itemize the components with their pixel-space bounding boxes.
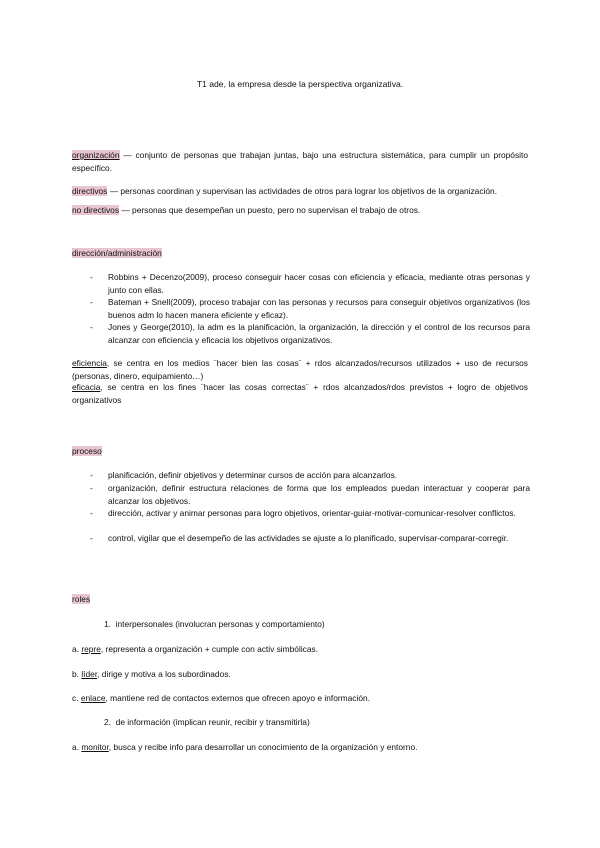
list-item-text: control, vigilar que el desempeño de las actividades se ajuste a lo planificado, supervisar-comparar-corregir. xyxy=(108,533,509,543)
term-lider: líder xyxy=(81,669,98,679)
bullet-dash: - xyxy=(90,297,93,307)
list-item-text: planificación, definir objetivos y determinar cursos de acción para alcanzarlos. xyxy=(108,470,398,480)
def-eficiencia xyxy=(72,357,528,382)
role-prefix: b. xyxy=(72,669,82,679)
numbered-item-informacion xyxy=(104,716,310,729)
term-eficiencia: eficiencia xyxy=(72,358,107,368)
def-directivos xyxy=(72,185,528,198)
role-monitor xyxy=(72,741,528,754)
heading-direccion-text: dirección/administración xyxy=(72,248,162,258)
list-item-text: dirección, activar y animar personas para logro objetivos, orientar-guiar-motivar-comunicar-resolver conflictos. xyxy=(108,508,516,518)
item-label: de información (implican reunir, recibir y transmitirla) xyxy=(115,717,310,727)
list-item-text: Bateman + Snell(2009), proceso trabajar con las personas y recursos para conseguir objetivos organizativos (los buenos adm lo hacen manera eficiente y eficaz). xyxy=(108,297,530,320)
list-item xyxy=(90,321,530,346)
term-enlace: enlace xyxy=(80,693,106,703)
role-text: , busca y recibe info para desarrollar un conocimiento de la organización y entorno. xyxy=(108,742,418,752)
list-item xyxy=(90,469,530,482)
def-organizacion xyxy=(72,149,528,174)
role-lider xyxy=(72,668,528,681)
document-title: T1 ade, la empresa desde la perspectiva organizativa. xyxy=(196,79,404,89)
term-repre: repre xyxy=(81,644,101,654)
bullet-dash: - xyxy=(90,508,93,518)
list-item-text: Robbins + Decenzo(2009), proceso conseguir hacer cosas con eficiencia y eficacia, mediante otras personas y junto con ellas. xyxy=(108,272,530,295)
list-item-text: Jones y George(2010), la adm es la planificación, la organización, la dirección y el control de los recursos para alcanzar con eficiencia y eficacia los objetivos organizativos. xyxy=(108,322,530,345)
item-number: 2. xyxy=(104,717,111,727)
def-eficacia xyxy=(72,381,528,406)
item-number: 1. xyxy=(104,619,111,629)
role-text: , mantiene red de contactos externos que ofrecen apoyo e información. xyxy=(105,693,370,703)
numbered-item-interpersonales xyxy=(104,618,325,631)
def-no-directivos xyxy=(72,204,528,217)
role-prefix: a. xyxy=(72,644,82,654)
section-heading-proceso xyxy=(72,445,528,458)
bullet-dash: - xyxy=(90,272,93,282)
role-prefix: c. xyxy=(72,693,81,703)
term-no-directivos: no directivos xyxy=(72,205,120,215)
bullet-dash: - xyxy=(90,483,93,493)
def-eficacia-text: , se centra en los fines ¨hacer las cosas correctas¨ + rdos alcanzados/rdos previstos + logro de objetivos organizativos xyxy=(72,382,528,405)
list-item xyxy=(90,296,530,321)
def-directivos-text: — personas coordinan y supervisan las actividades de otros para lograr los objetivos de la organización. xyxy=(107,186,498,196)
role-repre xyxy=(72,643,528,656)
list-item xyxy=(90,532,530,545)
section-heading-roles xyxy=(72,593,528,606)
role-text: , dirige y motiva a los subordinados. xyxy=(97,669,231,679)
item-label: interpersonales (involucran personas y comportamiento) xyxy=(115,619,325,629)
bullet-dash: - xyxy=(90,533,93,543)
term-organizacion: organización xyxy=(72,150,120,160)
list-item xyxy=(90,271,530,296)
term-directivos: directivos xyxy=(72,186,108,196)
bullet-dash: - xyxy=(90,470,93,480)
role-enlace xyxy=(72,692,528,705)
section-heading-direccion xyxy=(72,247,528,260)
heading-proceso-text: proceso xyxy=(72,446,102,456)
list-item-text: organización, definir estructura relaciones de forma que los empleados puedan interactuar y cooperar para alcanzar los objetivos. xyxy=(108,483,530,506)
def-eficiencia-text: , se centra en los medios ¨hacer bien las cosas¨ + rdos alcanzados/recursos utilizados + uso de recursos (personas, dinero, equipamiento…) xyxy=(72,358,528,381)
role-text: , representa a organización + cumple con activ simbólicas. xyxy=(100,644,319,654)
term-eficacia: eficacia xyxy=(72,382,101,392)
list-item xyxy=(90,482,530,507)
term-monitor: monitor xyxy=(81,742,109,752)
role-prefix: a. xyxy=(72,742,82,752)
heading-roles-text: roles xyxy=(72,594,91,604)
def-no-directivos-text: — personas que desempeñan un puesto, pero no supervisan el trabajo de otros. xyxy=(119,205,421,215)
def-organizacion-text: — conjunto de personas que trabajan juntas, bajo una estructura sistemática, para cumplir un propósito específico. xyxy=(72,150,528,173)
list-item xyxy=(90,507,530,520)
bullet-dash: - xyxy=(90,322,93,332)
